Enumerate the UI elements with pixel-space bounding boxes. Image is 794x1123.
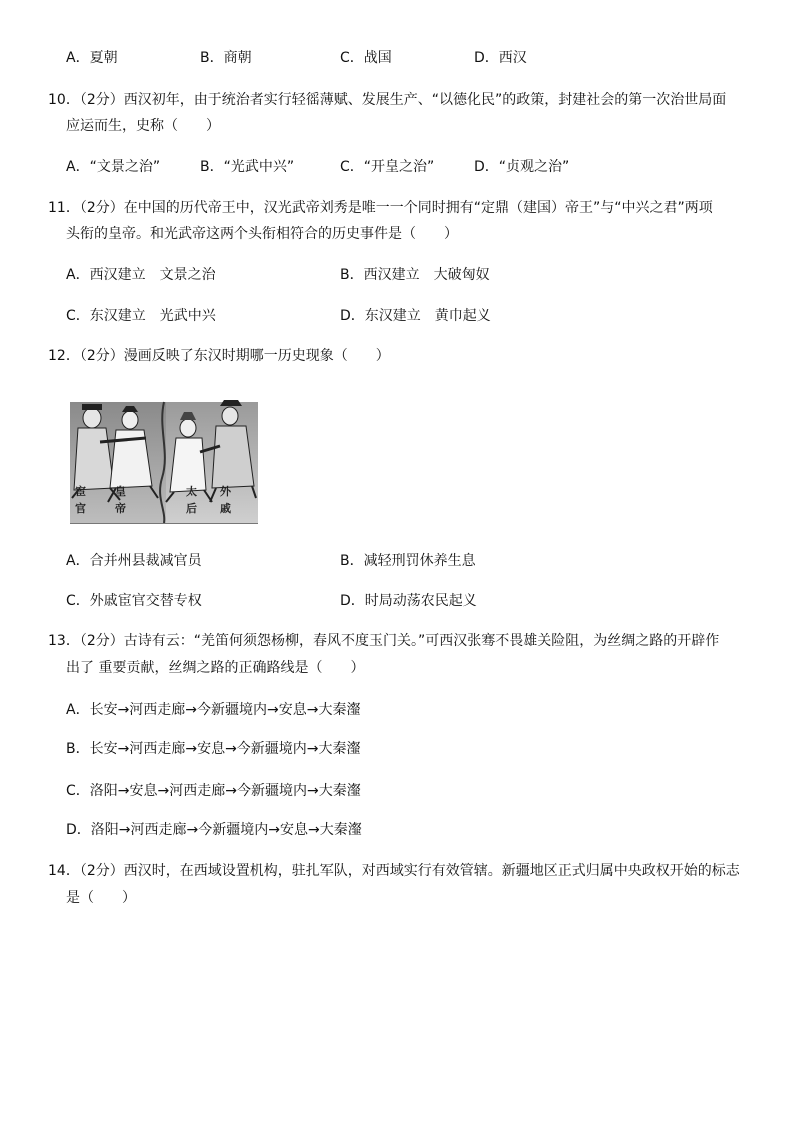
q13-stem-line1: 13．（2分）古诗有云：“羌笛何须怨杨柳，春风不度玉门关。”可西汉张骞不畏雄关险阻，为丝绸之路的开辟作 xyxy=(48,633,720,649)
cartoon-label-empress-1: 太 xyxy=(186,485,197,498)
cartoon-label-emperor-2: 帝 xyxy=(115,502,126,515)
q13-stem-line2: 出了 重要贡献，丝绸之路的正确路线是（ ） xyxy=(66,660,365,676)
q12-stem-line1: 12．（2分）漫画反映了东汉时期哪一历史现象（ ） xyxy=(48,348,390,364)
q14-stem-line1: 14．（2分）西汉时，在西域设置机构，驻扎军队，对西域实行有效管辖。新疆地区正式归属中央政权开始的标志 xyxy=(48,863,740,879)
q13-option-a: A．长安→河西走廊→今新疆境内→安息→大秦瀣 xyxy=(66,702,361,718)
cartoon-label-inlaw-2: 戚 xyxy=(220,502,231,515)
q10-stem-line2: 应运而生，史称（ ） xyxy=(66,118,220,134)
cartoon-label-eunuch-2: 官 xyxy=(75,502,86,515)
cartoon-drawing xyxy=(70,398,258,523)
q10-option-b: B．“光武中兴” xyxy=(200,159,295,175)
cartoon-label-eunuch-1: 宦 xyxy=(75,485,86,498)
q11-option-d: D．东汉建立 黄巾起义 xyxy=(340,308,491,324)
q14-stem-line2: 是（ ） xyxy=(66,890,136,906)
q9-option-c: C．战国 xyxy=(340,50,392,66)
q13-option-d: D．洛阳→河西走廊→今新疆境内→安息→大秦瀣 xyxy=(66,822,362,838)
q13-option-b: B．长安→河西走廊→安息→今新疆境内→大秦瀣 xyxy=(66,741,361,757)
q12-option-b: B．减轻刑罚休养生息 xyxy=(340,553,476,569)
cartoon-label-emperor-1: 皇 xyxy=(115,485,126,498)
q12-option-d: D．时局动荡农民起义 xyxy=(340,593,477,609)
q11-option-c: C．东汉建立 光武中兴 xyxy=(66,308,216,324)
q9-option-d: D．西汉 xyxy=(474,50,527,66)
q11-option-a: A．西汉建立 文景之治 xyxy=(66,267,216,283)
q9-option-a: A．夏朝 xyxy=(66,50,118,66)
q11-stem-line1: 11．（2分）在中国的历代帝王中，汉光武帝刘秀是唯一一个同时拥有“定鼎（建国）帝王”与“中兴之君”两项 xyxy=(48,200,713,216)
q12-option-c: C．外戚宦官交替专权 xyxy=(66,593,202,609)
q11-option-b: B．西汉建立 大破匈奴 xyxy=(340,267,490,283)
q12-option-a: A．合并州县裁减官员 xyxy=(66,553,202,569)
q9-option-b: B．商朝 xyxy=(200,50,252,66)
q13-option-c: C．洛阳→安息→河西走廊→今新疆境内→大秦瀣 xyxy=(66,783,361,799)
q10-option-d: D．“贞观之治” xyxy=(474,159,570,175)
q10-stem-line1: 10．（2分）西汉初年，由于统治者实行轻徭薄赋、发展生产、“以德化民”的政策，封建社会的第一次治世局面 xyxy=(48,92,727,108)
q11-stem-line2: 头衔的皇帝。和光武帝这两个头衔相符合的历史事件是（ ） xyxy=(66,226,458,242)
q10-option-c: C．“开皇之治” xyxy=(340,159,435,175)
cartoon-image xyxy=(70,398,258,524)
cartoon-label-empress-2: 后 xyxy=(186,502,197,515)
cartoon-label-inlaw-1: 外 xyxy=(220,485,231,498)
q10-option-a: A．“文景之治” xyxy=(66,159,161,175)
